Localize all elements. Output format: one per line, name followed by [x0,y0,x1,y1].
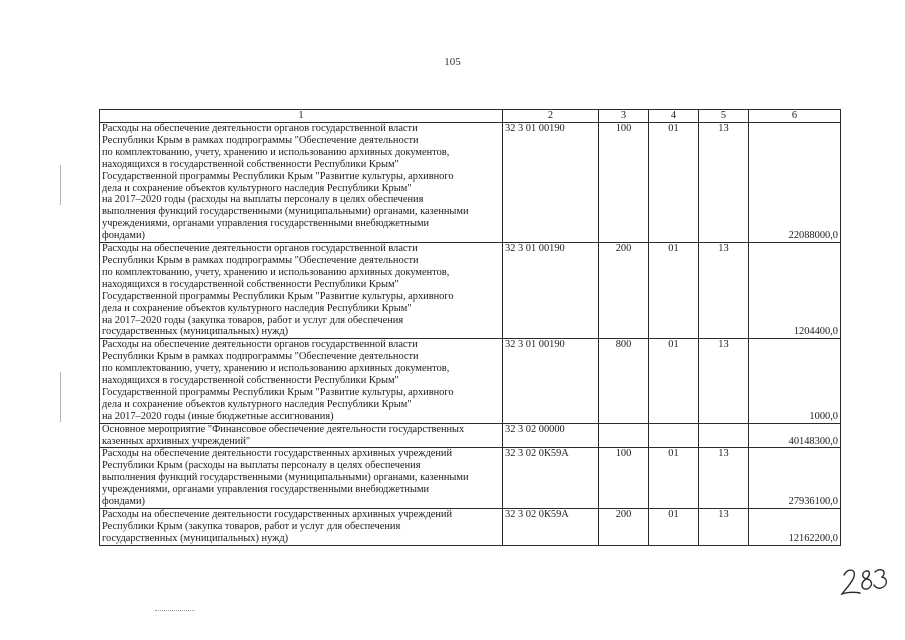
row-description: Расходы на обеспечение деятельности государственных архивных учреждений Республики Крым (закупка товаров, работ и услуг для обеспечения государственных (муниципальных) нужд) [100,509,503,546]
row-amount: 40148300,0 [749,423,841,448]
row-description: Расходы на обеспечение деятельности государственных архивных учреждений Республики Крым (расходы на выплаты персоналу в целях обеспечения выполнения функций государственными (муниципальными) органами, казенными учреждениями, органами управления государственными внебюджетными фондами) [100,448,503,509]
table-row [100,123,841,243]
row-target-code: 32 3 01 00190 [503,243,599,339]
row-target-code: 32 3 01 00190 [503,339,599,423]
row-description: Расходы на обеспечение деятельности органов государственной власти Республики Крым в рамках подпрограммы "Обеспечение деятельности по комплектованию, учету, хранению и использованию архивных документов, находящихся в государственной собственности Республики Крым" Государственной программы Республики Крым "Развитие культуры, архивного дела и сохранение объектов культурного наследия Республики Крым" на 2017–2020 годы (закупка товаров, работ и услуг для обеспечения государственных (муниципальных) нужд) [100,243,503,339]
page-number: 105 [444,56,461,68]
row-amount: 27936100,0 [749,448,841,509]
row-description: Основное мероприятие "Финансовое обеспечение деятельности государственных казенных архивных учреждений" [100,423,503,448]
margin-mark-top [60,165,61,205]
row-section: 01 [649,339,699,423]
header-cell: 3 [599,110,649,123]
footer-dotted-mark [155,610,195,611]
row-amount: 12162200,0 [749,509,841,546]
handwritten-page-number [838,563,890,601]
table-row [100,423,841,448]
row-expense-type [599,423,649,448]
row-description: Расходы на обеспечение деятельности органов государственной власти Республики Крым в рамках подпрограммы "Обеспечение деятельности по комплектованию, учету, хранению и использованию архивных документов, находящихся в государственной собственности Республики Крым" Государственной программы Республики Крым "Развитие культуры, архивного дела и сохранение объектов культурного наследия Республики Крым" на 2017–2020 годы (иные бюджетные ассигнования) [100,339,503,423]
header-cell: 5 [699,110,749,123]
table-header-row [100,110,841,123]
header-cell: 6 [749,110,841,123]
row-section: 01 [649,243,699,339]
row-expense-type: 100 [599,123,649,243]
row-subsection: 13 [699,448,749,509]
row-section [649,423,699,448]
row-amount: 22088000,0 [749,123,841,243]
row-subsection: 13 [699,509,749,546]
row-subsection: 13 [699,243,749,339]
row-target-code: 32 3 02 0К59А [503,448,599,509]
row-amount: 1000,0 [749,339,841,423]
row-expense-type: 200 [599,509,649,546]
row-expense-type: 800 [599,339,649,423]
table-row [100,448,841,509]
budget-table [99,109,841,546]
row-subsection: 13 [699,123,749,243]
table-row [100,509,841,546]
row-section: 01 [649,448,699,509]
margin-mark-mid [60,372,61,422]
row-description: Расходы на обеспечение деятельности органов государственной власти Республики Крым в рамках подпрограммы "Обеспечение деятельности по комплектованию, учету, хранению и использованию архивных документов, находящихся в государственной собственности Республики Крым" Государственной программы Республики Крым "Развитие культуры, архивного дела и сохранение объектов культурного наследия Республики Крым" на 2017–2020 годы (расходы на выплаты персоналу в целях обеспечения выполнения функций государственными (муниципальными) органами, казенными учреждениями, органами управления государственными внебюджетными фондами) [100,123,503,243]
row-target-code: 32 3 01 00190 [503,123,599,243]
row-subsection [699,423,749,448]
row-amount: 1204400,0 [749,243,841,339]
header-cell: 4 [649,110,699,123]
table-row [100,339,841,423]
row-section: 01 [649,509,699,546]
header-cell: 1 [100,110,503,123]
row-section: 01 [649,123,699,243]
row-target-code: 32 3 02 0К59А [503,509,599,546]
row-target-code: 32 3 02 00000 [503,423,599,448]
table-row [100,243,841,339]
header-cell: 2 [503,110,599,123]
row-expense-type: 100 [599,448,649,509]
row-subsection: 13 [699,339,749,423]
row-expense-type: 200 [599,243,649,339]
